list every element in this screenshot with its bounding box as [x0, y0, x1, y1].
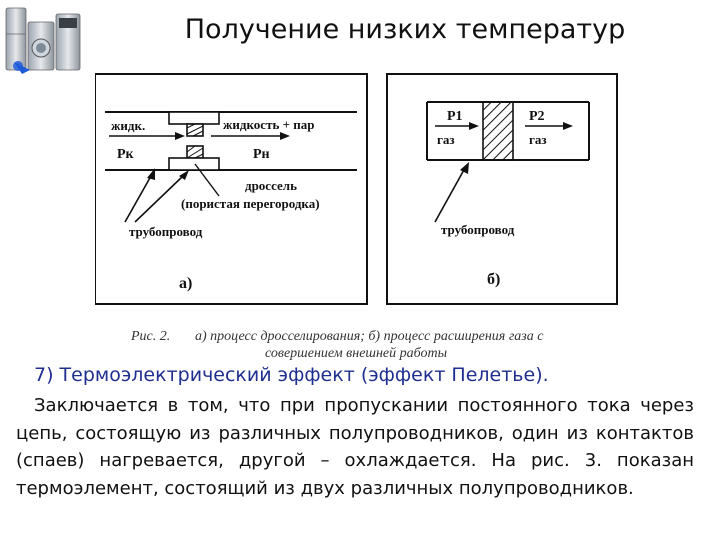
figure-2 — [95, 72, 635, 362]
label-liquid-vapor: жидкость + пар — [223, 117, 315, 132]
label-liquid: жидк. — [111, 118, 146, 133]
section-heading: 7) Термоэлектрический эффект (эффект Пелетье). — [34, 364, 549, 386]
label-p1: P1 — [447, 109, 463, 124]
label-pipeline-b: трубопровод — [441, 222, 515, 237]
label-pn: Pн — [253, 147, 270, 162]
body-paragraph: Заключается в том, что при пропускании постоянного тока через цепь, состоящую из различных полупроводников, один из контактов (спаев) нагревается, другой – охлаждается. На рис. 3. показан термоэлемент, состоящий из двух различных полупроводников. — [16, 395, 694, 499]
label-pk: Pк — [117, 147, 134, 162]
label-throttle-1: дроссель — [245, 178, 297, 193]
slide-title: Получение низких температур — [184, 14, 626, 45]
label-gas2: газ — [529, 132, 547, 147]
caption-line-1: а) процесс дросселирования; б) процесс расширения газа с — [195, 329, 544, 344]
label-throttle-2: (пористая перегородка) — [181, 196, 320, 211]
label-gas1: газ — [437, 132, 455, 147]
caption-prefix: Рис. 2. — [131, 329, 171, 344]
panel-a-label: а) — [179, 275, 193, 292]
panel-b-label: б) — [487, 271, 501, 288]
label-pipeline-a: трубопровод — [129, 224, 203, 239]
panel-a-frame — [95, 74, 367, 304]
caption-line-2: совершением внешней работы — [265, 346, 448, 361]
label-p2: P2 — [529, 109, 545, 124]
